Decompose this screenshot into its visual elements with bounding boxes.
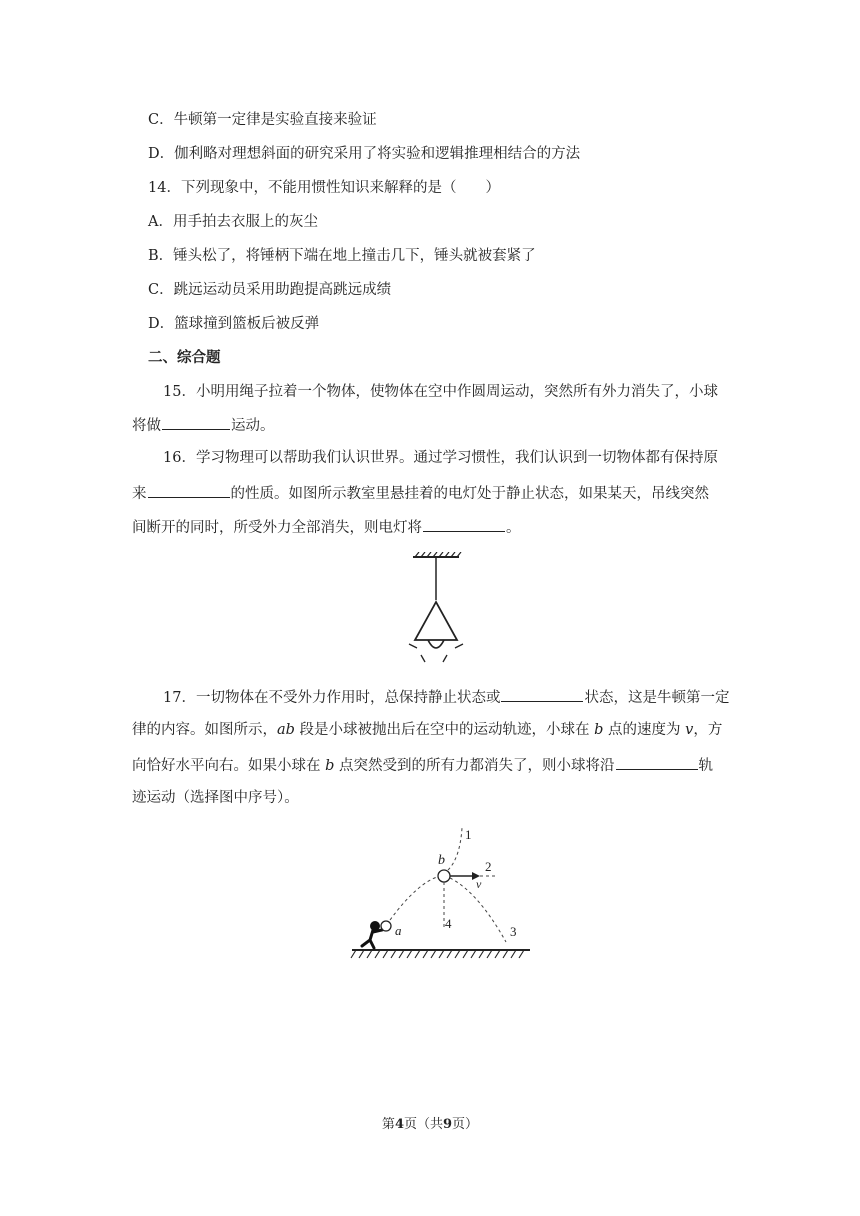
label-v: v <box>476 877 482 891</box>
question-16-line-1: 16．学习物理可以帮助我们认识世界。通过学习惯性，我们认识到一切物体都有保持原 <box>163 450 718 466</box>
question-16-line-3: 间断开的同时，所受外力全部消失，则电灯将 。 <box>132 516 521 538</box>
trajectory-figure <box>348 822 533 964</box>
label-b: b <box>438 853 445 868</box>
question-16-line-2: 来 的性质。如图所示教室里悬挂着的电灯处于静止状态，如果某天，吊线突然 <box>132 482 709 504</box>
label-path-3: 3 <box>510 924 517 939</box>
label-a: a <box>395 923 402 938</box>
question-15-line-2: 将做 运动。 <box>132 414 275 436</box>
answer-blank[interactable] <box>616 754 698 770</box>
page-footer: 第4页（共9页） <box>381 1117 479 1132</box>
answer-blank[interactable] <box>148 482 230 498</box>
option-d-13: D．伽利略对理想斜面的研究采用了将实验和逻辑推理相结合的方法 <box>148 146 581 162</box>
question-17-line-3: 向恰好水平向右。如果小球在 b 点突然受到的所有力都消失了，则小球将沿 轨 <box>132 754 713 776</box>
ball-a <box>381 921 391 931</box>
answer-blank[interactable] <box>162 414 230 430</box>
person-icon <box>362 921 382 948</box>
hanging-lamp-figure <box>405 552 465 672</box>
question-15-line-1: 15．小明用绳子拉着一个物体，使物体在空中作圆周运动，突然所有外力消失了，小球 <box>163 384 718 400</box>
section-heading: 二、综合题 <box>148 349 221 366</box>
question-14: 14．下列现象中，不能用惯性知识来解释的是（ ） <box>148 180 500 196</box>
label-path-1: 1 <box>465 827 472 842</box>
ball-b <box>438 870 450 882</box>
question-17-line-2: 律的内容。如图所示，ab 段是小球被抛出后在空中的运动轨迹，小球在 b 点的速度为 v，方 <box>132 722 723 738</box>
label-path-2: 2 <box>485 859 492 874</box>
question-17-line-4: 迹运动（选择图中序号）。 <box>132 790 299 806</box>
answer-blank[interactable] <box>423 516 505 532</box>
answer-blank[interactable] <box>501 686 583 702</box>
option-a-14: A．用手拍去衣服上的灰尘 <box>148 214 318 230</box>
option-b-14: B．锤头松了，将锤柄下端在地上撞击几下，锤头就被套紧了 <box>148 248 536 264</box>
option-d-14: D．篮球撞到篮板后被反弹 <box>148 316 320 332</box>
option-c-13: C．牛顿第一定律是实验直接来验证 <box>148 112 377 128</box>
option-c-14: C．跳远运动员采用助跑提高跳远成绩 <box>148 282 392 298</box>
label-path-4: 4 <box>445 916 452 931</box>
question-17-line-1: 17．一切物体在不受外力作用时，总保持静止状态或 状态，这是牛顿第一定 <box>163 686 729 708</box>
